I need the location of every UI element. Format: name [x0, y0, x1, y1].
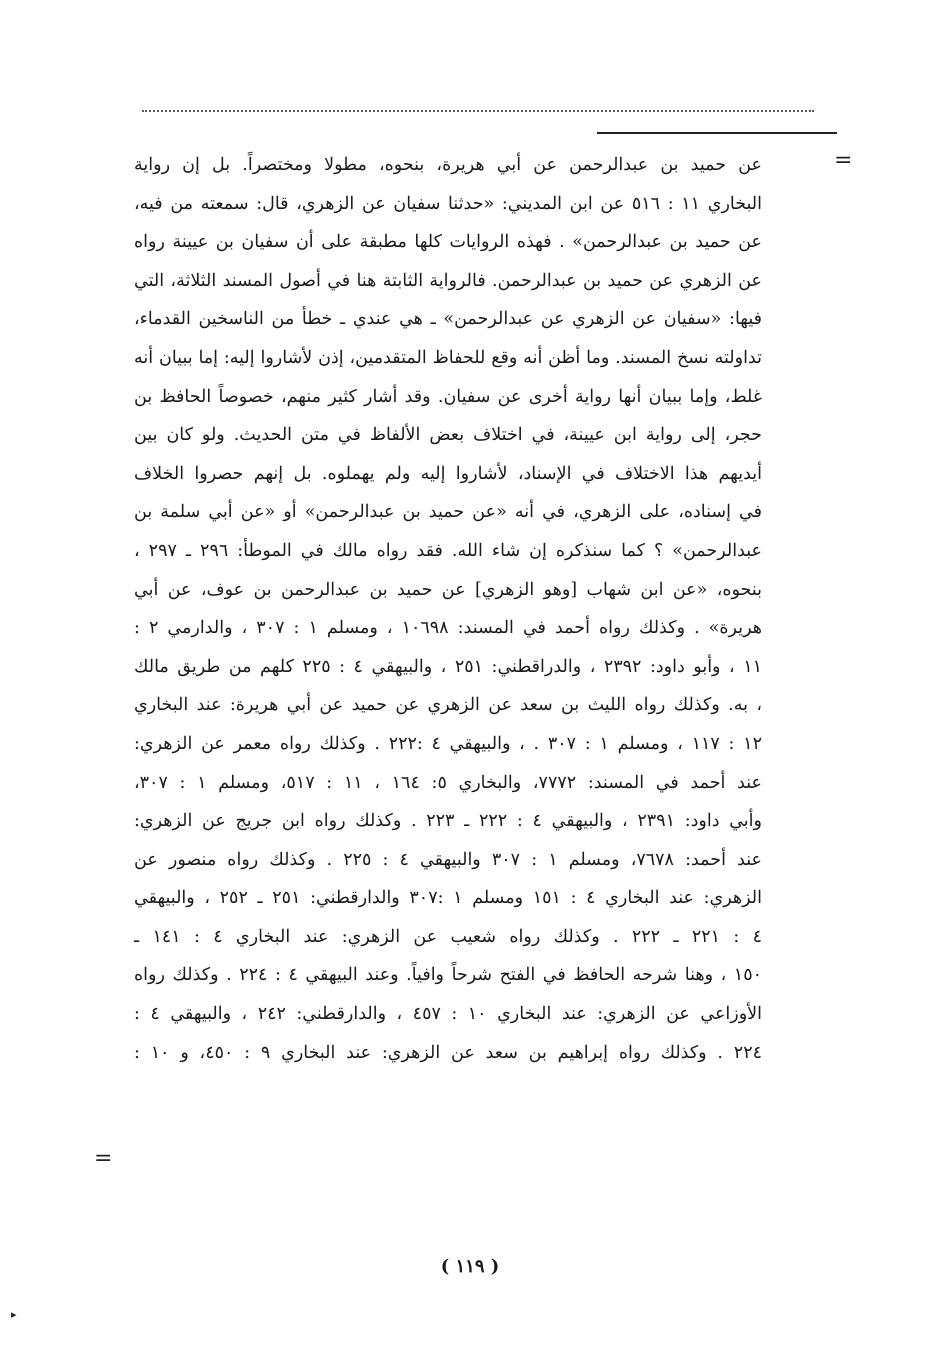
text-line: حجر، إلى رواية ابن عيينة، في اختلاف بعض الألفاظ في متن الحديث. ولو كان بين: [134, 425, 762, 446]
page-number: ( ١١٩ ): [440, 1256, 500, 1277]
scan-mark: ▸: [11, 1308, 17, 1321]
text-line: البخاري ١١ : ٥١٦ عن ابن المديني: «حدثنا سفيان عن الزهري، قال: سمعته من فيه،: [134, 193, 762, 214]
text-line: فيها: «سفيان عن الزهري عن عبدالرحمن» ـ هي عندي ـ خطأ من الناسخين القدماء،: [134, 309, 762, 330]
text-line: ١٢ : ١١٧ ، ومسلم ١ : ٣٠٧ . ، والبيهقي ٤ :٢٢٢ . وكذلك رواه معمر عن الزهري:: [134, 733, 762, 754]
text-line: عن حميد بن عبدالرحمن» . فهذه الروايات كلها مطبقة على أن سفيان بن عيينة رواه: [134, 232, 762, 253]
continuation-mark-top: =: [834, 148, 853, 173]
text-line: هريرة» . وكذلك رواه أحمد في المسند: ١٠٦٩٨ ، ومسلم ١ : ٣٠٧ ، والدارمي ٢ :: [134, 618, 762, 639]
header-dotted-rule: [142, 110, 814, 112]
text-line: الأوزاعي عن الزهري: عند البخاري ١٠ : ٤٥٧ ، والدارقطني: ٢٤٢ ، والبيهقي ٤ :: [134, 1004, 762, 1025]
text-line: غلط، وإما ببيان أنها رواية أخرى عن سفيان. وقد أشار كثير منهم، خصوصاً الحافظ بن: [134, 386, 762, 407]
text-line: ٤ : ٢٢١ ـ ٢٢٢ . وكذلك رواه شعيب عن الزهري: عند البخاري ٤ : ١٤١ ـ: [134, 926, 762, 947]
continuation-mark-bottom: =: [94, 1146, 113, 1171]
text-line: عن حميد بن عبدالرحمن عن أبي هريرة، بنحوه، مطولا ومختصراً. بل إن رواية: [134, 155, 762, 175]
text-line: ٢٢٤ . وكذلك رواه إبراهيم بن سعد عن الزهري: عند البخاري ٩ : ٤٥٠، و ١٠ :: [134, 1042, 762, 1063]
text-line: أيديهم هذا الاختلاف في الإسناد، لأشاروا إليه ولم يهملوه. بل إنهم حصروا الخلاف: [134, 463, 762, 484]
text-line: عند أحمد في المسند: ٧٧٧٢، والبخاري ٥: ١٦٤ ، ١١ : ٥١٧، ومسلم ١ : ٣٠٧،: [134, 772, 762, 793]
footnote-text-block: [134, 146, 762, 1072]
footnote-separator-rule: [597, 132, 837, 134]
text-line: تداولته نسخ المسند. وما أظن أنه وقع للحفاظ المتقدمين، إذن لأشاروا إليه: إما ببيان أنه: [134, 347, 762, 368]
text-line: في إسناده، على الزهري، في أنه «عن حميد بن عبدالرحمن» أو «عن أبي سلمة بن: [134, 502, 762, 523]
text-line: ، به. وكذلك رواه الليث بن سعد عن الزهري عن حميد عن أبي هريرة: عند البخاري: [134, 695, 762, 716]
text-line: وأبي داود: ٢٣٩١ ، والبيهقي ٤ : ٢٢٢ ـ ٢٢٣ . وكذلك رواه ابن جريج عن الزهري:: [134, 811, 762, 832]
text-line: الزهري: عند البخاري ٤ : ١٥١ ومسلم ١ :٣٠٧ والدارقطني: ٢٥١ ـ ٢٥٢ ، والبيهقي: [134, 888, 762, 909]
text-line: عند أحمد: ٧٦٧٨، ومسلم ١ : ٣٠٧ والبيهقي ٤ : ٢٢٥ . وكذلك رواه منصور عن: [134, 849, 762, 870]
text-line: عبدالرحمن» ؟ كما سنذكره إن شاء الله. فقد رواه مالك في الموطأ: ٢٩٦ ـ ٢٩٧ ،: [134, 540, 762, 561]
text-line: بنحوه، «عن ابن شهاب [وهو الزهري] عن حميد بن عبدالرحمن بن عوف، عن أبي: [134, 579, 762, 600]
text-line: ١١ ، وأبو داود: ٢٣٩٢ ، والدراقطني: ٢٥١ ، والبيهقي ٤ : ٢٢٥ كلهم من طريق مالك: [134, 656, 762, 677]
text-line: ١٥٠ ، وهنا شرحه الحافظ في الفتح شرحاً وافياً. وعند البيهقي ٤ : ٢٢٤ . وكذلك رواه: [134, 965, 762, 986]
text-line: عن الزهري عن حميد بن عبدالرحمن. فالرواية الثابتة هنا في أصول المسند الثلاثة، التي: [134, 270, 762, 291]
